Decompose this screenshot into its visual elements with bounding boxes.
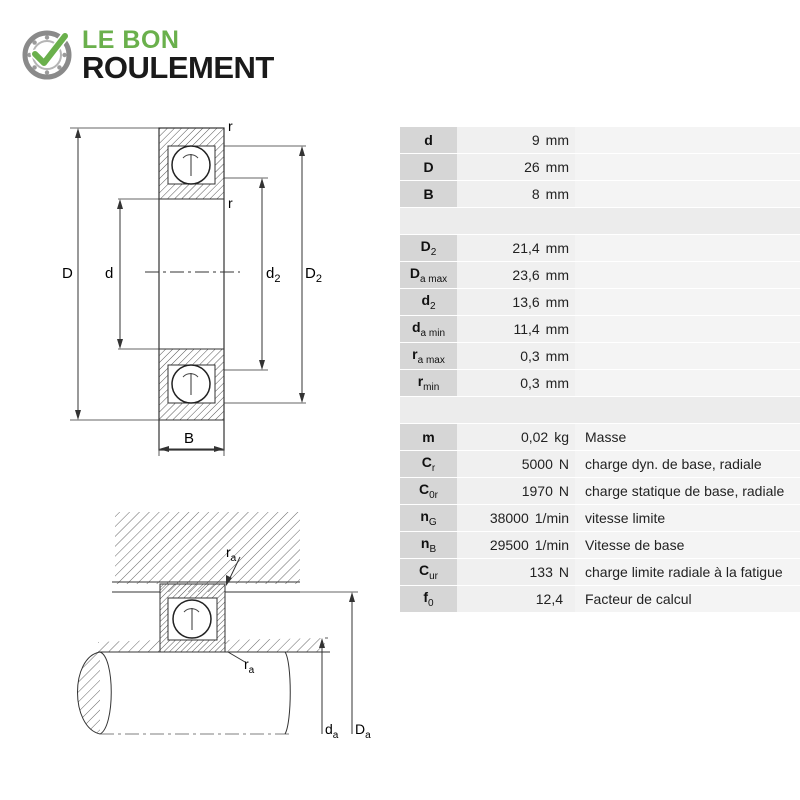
spec-value: 0,3 [520,348,540,364]
spec-description [575,316,800,343]
table-row [400,478,800,505]
spec-value: 13,6 [512,294,540,310]
spec-unit: mm [545,240,569,256]
spec-symbol [400,424,457,451]
spec-description: charge statique de base, radiale [575,478,800,505]
brand-name-line1: LE BON [82,26,180,54]
spec-symbol-main: d [421,292,430,309]
spec-value-cell [457,586,575,613]
spec-value: 21,4 [512,240,540,256]
dim-label-ra-bottom: r [244,656,249,672]
dim-label-ra-bottom-sub: a [248,665,255,676]
table-row [400,586,800,613]
table-row [400,127,800,154]
spec-symbol [400,559,457,586]
table-row [400,559,800,586]
spec-symbol-sub: 2 [430,300,436,312]
spec-symbol [400,586,457,613]
specs-table-body [400,127,800,613]
table-row [400,343,800,370]
spec-value-cell [457,181,575,208]
bearing-check-icon [22,28,74,80]
spec-value: 12,4 [535,591,563,607]
table-row [400,262,800,289]
spec-value-cell [457,316,575,343]
spec-symbol-main: D [423,159,434,175]
spec-symbol-main: D [409,265,420,282]
spec-description: charge dyn. de base, radiale [575,451,800,478]
dim-label-Da-sub: a [365,730,371,741]
spec-unit: mm [545,321,569,337]
spec-symbol [400,505,457,532]
spec-value: 29500 [489,537,529,553]
spec-value-cell [457,127,575,154]
table-row [400,154,800,181]
spec-symbol-main: r [412,346,418,363]
spec-symbol [400,451,457,478]
spec-value: 8 [531,186,540,202]
brand-name-line2: ROULEMENT [82,50,274,85]
spec-symbol-main: d [424,132,433,148]
spec-symbol-main: n [420,508,429,525]
spec-symbol-main: r [417,373,424,390]
spec-symbol [400,154,457,181]
spec-symbol [400,181,457,208]
spec-unit: N [558,483,569,499]
svg-text:D2 [305,265,322,285]
spec-description [575,181,800,208]
spec-symbol [400,370,457,397]
spec-symbol-sub: a max [417,354,445,366]
table-row [400,316,800,343]
table-row [400,532,800,559]
spec-symbol [400,262,457,289]
spec-unit: kg [554,429,569,445]
spec-symbol [400,127,457,154]
spec-symbol-main: B [423,186,434,202]
spec-description [575,343,800,370]
spec-unit: mm [545,348,569,364]
dim-label-da-sub: a [332,730,339,741]
spec-symbol-main: C [418,481,430,498]
spec-unit: 1/min [534,537,569,553]
spec-symbol-sub: ur [429,570,439,582]
spec-symbol [400,343,457,370]
spec-symbol-sub: 0 [428,597,434,609]
spec-unit: N [558,564,569,580]
spec-unit: mm [545,375,569,391]
table-row [400,424,800,451]
spec-symbol-sub: 0r [429,489,439,501]
svg-text:ra [244,656,255,676]
spec-symbol-main: m [422,429,435,445]
spec-value: 0,02 [520,429,549,445]
spec-description: vitesse limite [575,505,800,532]
spec-symbol [400,316,457,343]
table-spacer-row [400,208,800,235]
dim-label-Da: D [355,721,366,737]
spec-unit: mm [545,159,569,175]
spec-description [575,235,800,262]
spec-symbol-main: D [420,238,431,255]
spec-description: Vitesse de base [575,532,800,559]
spec-value-cell [457,289,575,316]
bearing-section-drawing [50,118,320,458]
dim-label-r-top: r [228,118,233,134]
table-row [400,451,800,478]
dim-label-r-inner: r [228,195,233,211]
dim-label-ra-top: r [226,544,231,560]
spec-value: 9 [531,132,540,148]
dim-label-d: d [105,265,114,282]
spec-value: 23,6 [512,267,540,283]
spec-value-cell [457,559,575,586]
table-row [400,505,800,532]
spec-description: charge limite radiale à la fatigue [575,559,800,586]
table-row [400,235,800,262]
spec-value-cell [457,154,575,181]
spec-symbol-sub: r [431,462,436,474]
spec-value-cell [457,370,575,397]
spec-symbol-sub: 2 [430,246,437,258]
spec-description: Masse [575,424,800,451]
dim-label-B: B [184,430,195,447]
spec-symbol-sub: a min [420,327,445,339]
spec-value: 1970 [521,483,553,499]
spec-value-cell [457,235,575,262]
spec-value: 5000 [521,456,553,472]
spec-value: 26 [524,159,540,175]
dim-label-d2-sub: 2 [274,273,281,285]
spec-value-cell [457,478,575,505]
spec-description [575,154,800,181]
spec-symbol-main: C [418,562,430,579]
spec-value-cell [457,532,575,559]
spec-description [575,127,800,154]
dim-label-D2-sub: 2 [315,273,322,285]
spec-symbol [400,235,457,262]
mounting-drawing [60,512,380,742]
spec-symbol-main: f [423,589,429,606]
spec-symbol-main: n [420,535,430,552]
brand-logo [22,26,292,86]
table-row [400,181,800,208]
table-spacer-row [400,397,800,424]
specs-table [400,126,800,612]
spec-description [575,262,800,289]
spec-value-cell [457,451,575,478]
spec-symbol [400,289,457,316]
svg-text:da [325,721,339,741]
spec-unit: mm [545,186,569,202]
spec-unit: mm [545,267,569,283]
spec-description: Facteur de calcul [575,586,800,613]
spec-value: 11,4 [513,321,540,337]
svg-text:d2 [266,265,280,285]
spec-value-cell [457,424,575,451]
dim-label-da: d [325,721,333,737]
spec-unit: 1/min [534,510,569,526]
spec-value-cell [457,505,575,532]
spec-symbol [400,532,457,559]
spec-value: 0,3 [520,375,540,391]
spec-value: 133 [529,564,553,580]
spec-symbol-sub: B [429,543,437,555]
table-row [400,370,800,397]
svg-text:Da [355,721,371,741]
table-row [400,289,800,316]
dim-label-d2: d [266,265,275,282]
spec-value-cell [457,262,575,289]
spec-value-cell [457,343,575,370]
spec-symbol-sub: a max [419,273,448,285]
spec-unit: mm [545,132,569,148]
spec-value: 38000 [489,510,529,526]
dim-label-D2: D [305,265,316,282]
dim-label-ra-top-sub: a [230,553,237,564]
dim-label-D: D [62,265,73,282]
spec-symbol-sub: min [423,381,440,393]
spec-symbol-main: C [421,454,432,471]
spec-unit: mm [545,294,569,310]
spec-description [575,289,800,316]
spec-symbol-sub: G [428,516,437,528]
spec-unit: N [558,456,569,472]
spec-symbol [400,478,457,505]
spec-description [575,370,800,397]
spec-symbol-main: d [411,319,421,336]
